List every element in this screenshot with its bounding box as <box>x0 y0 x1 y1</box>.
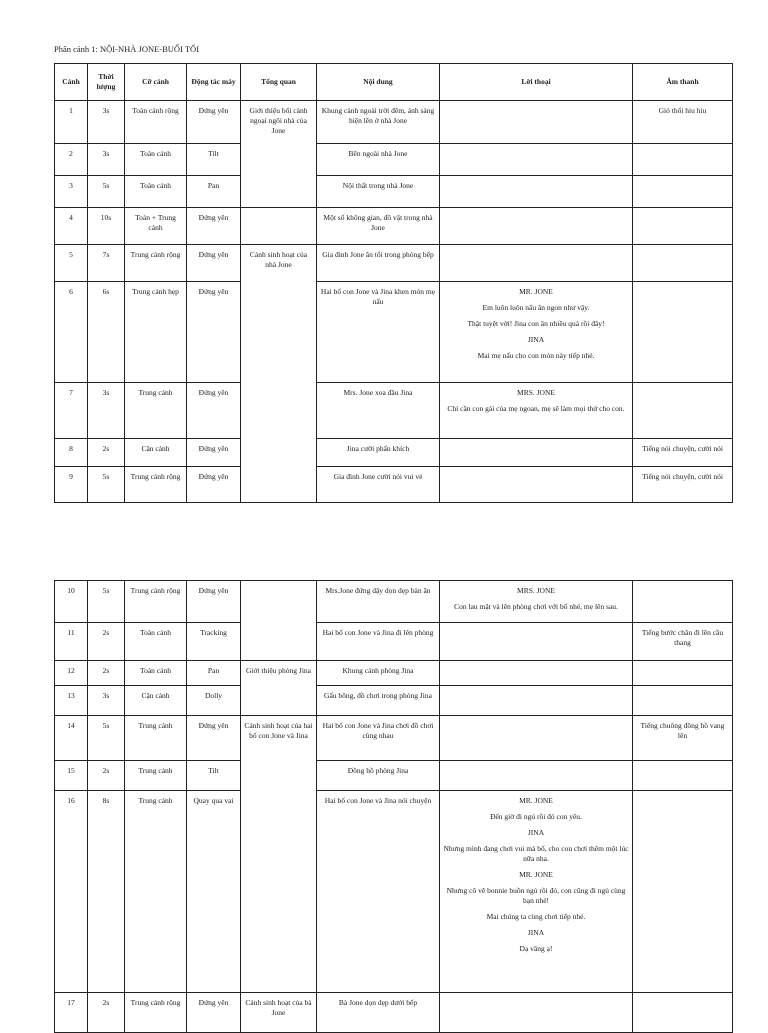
dialogue-cell <box>440 176 633 208</box>
scene-number: 16 <box>55 791 88 993</box>
camera-move: Đứng yên <box>187 716 241 761</box>
duration: 5s <box>88 581 125 623</box>
camera-move: Tilt <box>187 761 241 791</box>
camera-move: Đứng yên <box>187 101 241 144</box>
shot-size: Trung cảnh rộng <box>125 581 187 623</box>
scene-number: 1 <box>55 101 88 144</box>
scene-number: 7 <box>55 383 88 439</box>
camera-move: Dolly <box>187 686 241 716</box>
table-row <box>55 176 733 208</box>
sound-cell <box>633 282 733 383</box>
content-cell: Mrs. Jone xoa đầu Jina <box>317 383 440 439</box>
content-cell: Hai bố con Jone và Jina khen món mẹ nấu <box>317 282 440 383</box>
camera-move: Đứng yên <box>187 439 241 467</box>
shot-size: Trung cảnh <box>125 716 187 761</box>
dialogue-line: Con lau mặt và lên phòng chơi với bố nhé, mẹ lên sau. <box>454 602 618 611</box>
camera-move: Pan <box>187 661 241 686</box>
content-cell: Gia đình Jone cười nói vui vẻ <box>317 467 440 503</box>
dialogue-line: Dạ vâng ạ! <box>519 944 553 953</box>
sound-cell <box>633 176 733 208</box>
overview-cell: Cảnh sinh hoạt của nhà Jone <box>241 245 317 503</box>
scene-number: 2 <box>55 144 88 176</box>
table-row <box>55 993 733 1033</box>
dialogue-cell <box>440 467 633 503</box>
header-am-thanh: Âm thanh <box>633 64 733 101</box>
scene-number: 15 <box>55 761 88 791</box>
header-co-canh: Cỡ cảnh <box>125 64 187 101</box>
sound-cell <box>633 993 733 1033</box>
shot-size: Toàn cảnh <box>125 661 187 686</box>
table-row <box>55 716 733 761</box>
header-dong-tac-may: Động tác máy <box>187 64 241 101</box>
content-cell: Hai bố con Jone và Jina đi lên phòng <box>317 623 440 661</box>
storyboard-table-2 <box>54 580 733 1033</box>
sound-cell <box>633 581 733 623</box>
camera-move: Đứng yên <box>187 245 241 282</box>
duration: 10s <box>88 208 125 245</box>
dialogue-cell <box>440 686 633 716</box>
content-cell: Gấu bông, đồ chơi trong phòng Jina <box>317 686 440 716</box>
sound-cell: Tiếng nói chuyện, cười nói <box>633 439 733 467</box>
table-row <box>55 282 733 383</box>
table-row <box>55 791 733 993</box>
table-row <box>55 439 733 467</box>
dialogue-line: Chỉ cần con gái của mẹ ngoan, mẹ sẽ làm mọi thứ cho con. <box>447 404 625 413</box>
table-row <box>55 623 733 661</box>
duration: 6s <box>88 282 125 383</box>
scene-number: 3 <box>55 176 88 208</box>
overview-cell-empty <box>241 208 317 245</box>
header-canh: Cảnh <box>55 64 88 101</box>
scene-number: 9 <box>55 467 88 503</box>
duration: 2s <box>88 439 125 467</box>
dialogue-line: Nhưng mình đang chơi vui mà bố, cho con chơi thêm một lúc nữa nha. <box>443 844 629 863</box>
scene-number: 5 <box>55 245 88 282</box>
header-tong-quan: Tổng quan <box>241 64 317 101</box>
duration: 3s <box>88 383 125 439</box>
table-row <box>55 467 733 503</box>
dialogue-line: MRS. JONE <box>517 388 555 397</box>
dialogue-cell <box>440 101 633 144</box>
scene-number: 8 <box>55 439 88 467</box>
duration: 5s <box>88 716 125 761</box>
dialogue-cell <box>440 581 633 623</box>
table-row <box>55 661 733 686</box>
shot-size: Trung cảnh <box>125 383 187 439</box>
table-row <box>55 245 733 282</box>
dialogue-line: Em luôn luôn nấu ăn ngon như vậy. <box>482 303 590 312</box>
shot-size: Trung cảnh rộng <box>125 467 187 503</box>
content-cell: Jina cười phấn khích <box>317 439 440 467</box>
table-row <box>55 101 733 144</box>
scene-number: 6 <box>55 282 88 383</box>
dialogue-cell <box>440 716 633 761</box>
shot-size: Toàn cảnh <box>125 176 187 208</box>
content-cell: Hai bố con Jone và Jina chơi đồ chơi cùng nhau <box>317 716 440 761</box>
dialogue-cell <box>440 623 633 661</box>
shot-size: Trung cảnh hẹp <box>125 282 187 383</box>
dialogue-cell <box>440 993 633 1033</box>
sound-cell <box>633 661 733 686</box>
content-cell: Bà Jone dọn dẹp dưới bếp <box>317 993 440 1033</box>
scene-number: 17 <box>55 993 88 1033</box>
sound-cell: Tiếng chuông đồng hồ vang lên <box>633 716 733 761</box>
content-cell: Nội thất trong nhà Jone <box>317 176 440 208</box>
overview-cell: Giới thiệu phòng Jina <box>241 661 317 716</box>
shot-size: Trung cảnh <box>125 791 187 993</box>
duration: 7s <box>88 245 125 282</box>
scene-number: 12 <box>55 661 88 686</box>
camera-move: Quay qua vai <box>187 791 241 993</box>
dialogue-line: Mai chúng ta cùng chơi tiếp nhé. <box>486 912 586 921</box>
dialogue-line: Thật tuyệt vời! Jina con ăn nhiều quá rồi đây! <box>467 319 605 328</box>
sound-cell <box>633 245 733 282</box>
dialogue-cell <box>440 661 633 686</box>
camera-move: Đứng yên <box>187 282 241 383</box>
overview-cell: Cảnh sinh hoạt của hai bố con Jone và Jina <box>241 716 317 993</box>
overview-cell: Cảnh sinh hoạt của bà Jone <box>241 993 317 1033</box>
scene-number: 14 <box>55 716 88 761</box>
scene-number: 11 <box>55 623 88 661</box>
content-cell: Khung cảnh phòng Jina <box>317 661 440 686</box>
sound-cell: Gió thổi hiu hiu <box>633 101 733 144</box>
dialogue-cell <box>440 208 633 245</box>
sound-cell <box>633 761 733 791</box>
content-cell: Mrs.Jone đứng dậy dọn dẹp bàn ăn <box>317 581 440 623</box>
dialogue-cell <box>440 245 633 282</box>
duration: 2s <box>88 761 125 791</box>
shot-size: Trung cảnh <box>125 761 187 791</box>
scene-number: 4 <box>55 208 88 245</box>
content-cell: Bên ngoài nhà Jone <box>317 144 440 176</box>
content-cell: Đồng hồ phòng Jina <box>317 761 440 791</box>
table-row <box>55 383 733 439</box>
duration: 8s <box>88 791 125 993</box>
overview-cell: Giới thiệu bối cảnh ngoại ngôi nhà của Jone <box>241 101 317 208</box>
camera-move: Đứng yên <box>187 581 241 623</box>
scene-number: 10 <box>55 581 88 623</box>
shot-size: Toàn + Trung cảnh <box>125 208 187 245</box>
camera-move: Tilt <box>187 144 241 176</box>
shot-size: Toàn cảnh rộng <box>125 101 187 144</box>
shot-size: Toàn cảnh <box>125 623 187 661</box>
camera-move: Đứng yên <box>187 383 241 439</box>
header-noi-dung: Nội dung <box>317 64 440 101</box>
dialogue-line: MR. JONE <box>519 870 553 879</box>
shot-size: Toàn cảnh <box>125 144 187 176</box>
dialogue-cell <box>440 144 633 176</box>
duration: 2s <box>88 623 125 661</box>
sound-cell <box>633 383 733 439</box>
table-row <box>55 761 733 791</box>
dialogue-cell <box>440 791 633 993</box>
dialogue-line: JINA <box>527 828 545 837</box>
duration: 2s <box>88 661 125 686</box>
camera-move: Đứng yên <box>187 467 241 503</box>
dialogue-line: Mai mẹ nấu cho con món này tiếp nhé. <box>477 351 595 360</box>
dialogue-cell <box>440 282 633 383</box>
table-row <box>55 144 733 176</box>
duration: 3s <box>88 144 125 176</box>
sound-cell <box>633 144 733 176</box>
header-loi-thoai: Lời thoại <box>440 64 633 101</box>
header-thoi-luong: Thời lượng <box>88 64 125 101</box>
table-row <box>55 208 733 245</box>
sound-cell <box>633 686 733 716</box>
header-row <box>55 64 733 101</box>
sound-cell <box>633 208 733 245</box>
scene-number: 13 <box>55 686 88 716</box>
shot-size: Cận cảnh <box>125 439 187 467</box>
dialogue-cell <box>440 383 633 439</box>
camera-move: Pan <box>187 176 241 208</box>
dialogue-line: MR. JONE <box>519 796 553 805</box>
duration: 3s <box>88 686 125 716</box>
camera-move: Tracking <box>187 623 241 661</box>
overview-cell-empty <box>241 581 317 661</box>
sound-cell: Tiếng bước chân đi lên cầu thang <box>633 623 733 661</box>
dialogue-line: Nhưng cô vẽ bonnie buồn ngủ rồi đó, con cũng đi ngủ cùng bạn nhé! <box>446 886 626 905</box>
dialogue-line: JINA <box>527 335 545 344</box>
content-cell: Một số không gian, đồ vật trong nhà Jone <box>317 208 440 245</box>
shot-size: Trung cảnh rộng <box>125 245 187 282</box>
duration: 2s <box>88 993 125 1033</box>
content-cell: Gia đình Jone ăn tối trong phòng bếp <box>317 245 440 282</box>
storyboard-table-1 <box>54 63 733 503</box>
duration: 5s <box>88 467 125 503</box>
sound-cell: Tiếng nói chuyện, cười nói <box>633 467 733 503</box>
dialogue-line: MR. JONE <box>519 287 553 296</box>
content-cell: Hai bố con Jone và Jina nói chuyện <box>317 791 440 993</box>
table-row <box>55 581 733 623</box>
duration: 5s <box>88 176 125 208</box>
page-title: Phân cảnh 1: NỘI-NHÀ JONE-BUỔI TỐI <box>54 44 200 54</box>
sound-cell <box>633 791 733 993</box>
dialogue-cell <box>440 439 633 467</box>
dialogue-line: Đến giờ đi ngủ rồi đó con yêu. <box>490 812 582 821</box>
dialogue-cell <box>440 761 633 791</box>
table-row <box>55 686 733 716</box>
camera-move: Đứng yên <box>187 993 241 1033</box>
camera-move: Đứng yên <box>187 208 241 245</box>
shot-size: Trung cảnh rộng <box>125 993 187 1033</box>
dialogue-line: MRS. JONE <box>517 586 555 595</box>
dialogue-line: JINA <box>527 928 545 937</box>
shot-size: Cận cảnh <box>125 686 187 716</box>
duration: 3s <box>88 101 125 144</box>
content-cell: Khung cảnh ngoài trời đêm, ánh sáng hiện lên ở nhà Jone <box>317 101 440 144</box>
